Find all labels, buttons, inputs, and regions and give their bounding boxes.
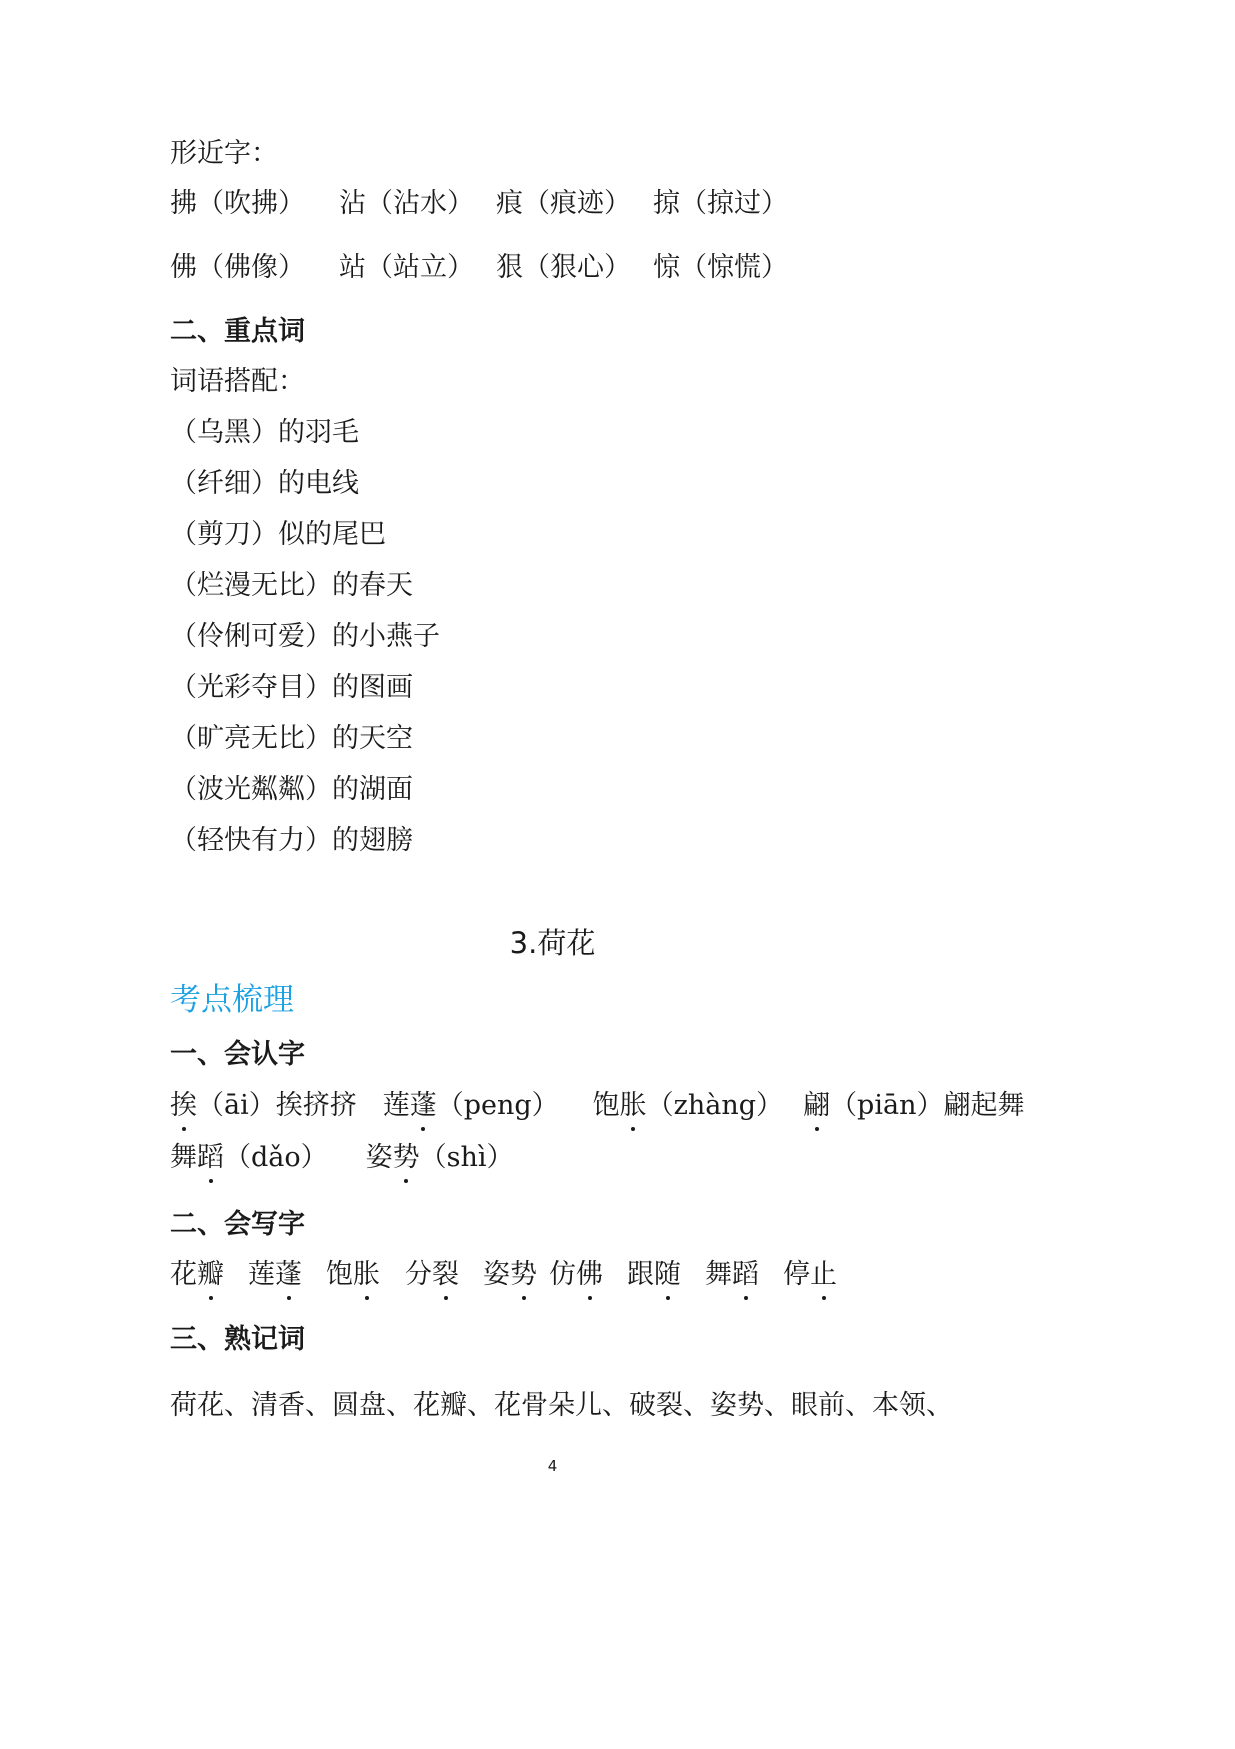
phrase-item: （波光粼粼）的湖面 — [170, 774, 413, 805]
recognize-pinyin: （peng） — [436, 1090, 559, 1121]
write-char: 莲 — [248, 1259, 275, 1290]
write-char: 随 — [654, 1255, 681, 1295]
write-char: 饱 — [326, 1259, 353, 1290]
key-words-heading: 二、重点词 — [170, 316, 305, 347]
similar-char-pair: 沾（沾水） — [339, 188, 474, 219]
write-char: 胀 — [353, 1255, 380, 1295]
similar-char-pair: 掠（掠过） — [653, 188, 788, 219]
write-word — [170, 1255, 224, 1295]
write-char: 蹈 — [732, 1255, 759, 1295]
recognize-char: 舞 — [170, 1142, 197, 1173]
recognize-heading: 一、会认字 — [170, 1039, 305, 1070]
write-word — [248, 1255, 302, 1295]
recognize-char: 蹈 — [197, 1138, 224, 1178]
word-collocation-label: 词语搭配： — [170, 366, 305, 397]
phrase-item: （伶俐可爱）的小燕子 — [170, 621, 440, 652]
recognize-char: 胀 — [620, 1086, 647, 1126]
write-char: 裂 — [432, 1255, 459, 1295]
recognize-pinyin: （āi）挨挤挤 — [197, 1090, 357, 1121]
write-word — [549, 1255, 603, 1295]
write-word — [783, 1255, 837, 1295]
similar-chars-label: 形近字： — [170, 138, 278, 169]
recognize-pinyin: （shì） — [419, 1142, 514, 1173]
memorize-words: 荷花、清香、圆盘、花瓣、花骨朵儿、破裂、姿势、眼前、本领、 — [170, 1390, 953, 1421]
write-heading: 二、会写字 — [170, 1209, 305, 1240]
write-char: 花 — [170, 1259, 197, 1290]
write-char: 停 — [783, 1259, 810, 1290]
write-char: 蓬 — [275, 1255, 302, 1295]
recognize-char: 翩 — [803, 1086, 830, 1126]
recognize-pinyin: （dǎo） — [224, 1142, 328, 1173]
phrase-item: （乌黑）的羽毛 — [170, 417, 359, 448]
memorize-heading: 三、熟记词 — [170, 1324, 305, 1355]
recognize-char: 饱 — [592, 1090, 620, 1121]
recognize-line-2 — [170, 1138, 514, 1178]
write-word — [326, 1255, 380, 1295]
write-char: 舞 — [705, 1259, 732, 1290]
similar-char-pair: 站（站立） — [339, 252, 474, 283]
recognize-line-1 — [170, 1086, 1024, 1126]
similar-char-pair: 拂（吹拂） — [170, 188, 305, 219]
similar-char-pair: 佛（佛像） — [170, 252, 305, 283]
write-word — [405, 1255, 459, 1295]
write-char: 跟 — [627, 1259, 654, 1290]
write-char: 姿 — [483, 1259, 510, 1290]
similar-char-pair: 狠（狠心） — [496, 252, 631, 283]
write-char: 势 — [510, 1255, 537, 1295]
recognize-char: 势 — [393, 1138, 420, 1178]
recognize-pinyin: （zhàng） — [646, 1090, 784, 1121]
phrase-item: （纤细）的电线 — [170, 468, 359, 499]
write-char: 佛 — [576, 1255, 603, 1295]
recognize-char: 姿 — [365, 1142, 393, 1173]
write-char: 分 — [405, 1259, 432, 1290]
write-char: 瓣 — [197, 1255, 224, 1295]
section-title: 考点梳理 — [170, 982, 294, 1018]
similar-char-pair: 痕（痕迹） — [496, 188, 631, 219]
phrase-item: （光彩夺目）的图画 — [170, 672, 413, 703]
write-char: 止 — [810, 1255, 837, 1295]
recognize-pinyin: （piān）翩起舞 — [830, 1090, 1025, 1121]
page-number: 4 — [547, 1457, 558, 1475]
phrase-item: （烂漫无比）的春天 — [170, 570, 413, 601]
phrase-item: （轻快有力）的翅膀 — [170, 825, 413, 856]
similar-char-pair: 惊（惊慌） — [653, 252, 788, 283]
phrase-item: （剪刀）似的尾巴 — [170, 519, 386, 550]
recognize-char: 蓬 — [410, 1086, 437, 1126]
write-char: 仿 — [549, 1259, 576, 1290]
write-word — [627, 1255, 681, 1295]
recognize-char: 莲 — [382, 1090, 410, 1121]
write-word — [483, 1255, 537, 1295]
recognize-char: 挨 — [170, 1086, 197, 1126]
lesson-title: 3.荷花 — [509, 926, 596, 960]
write-word — [705, 1255, 759, 1295]
phrase-item: （旷亮无比）的天空 — [170, 723, 413, 754]
